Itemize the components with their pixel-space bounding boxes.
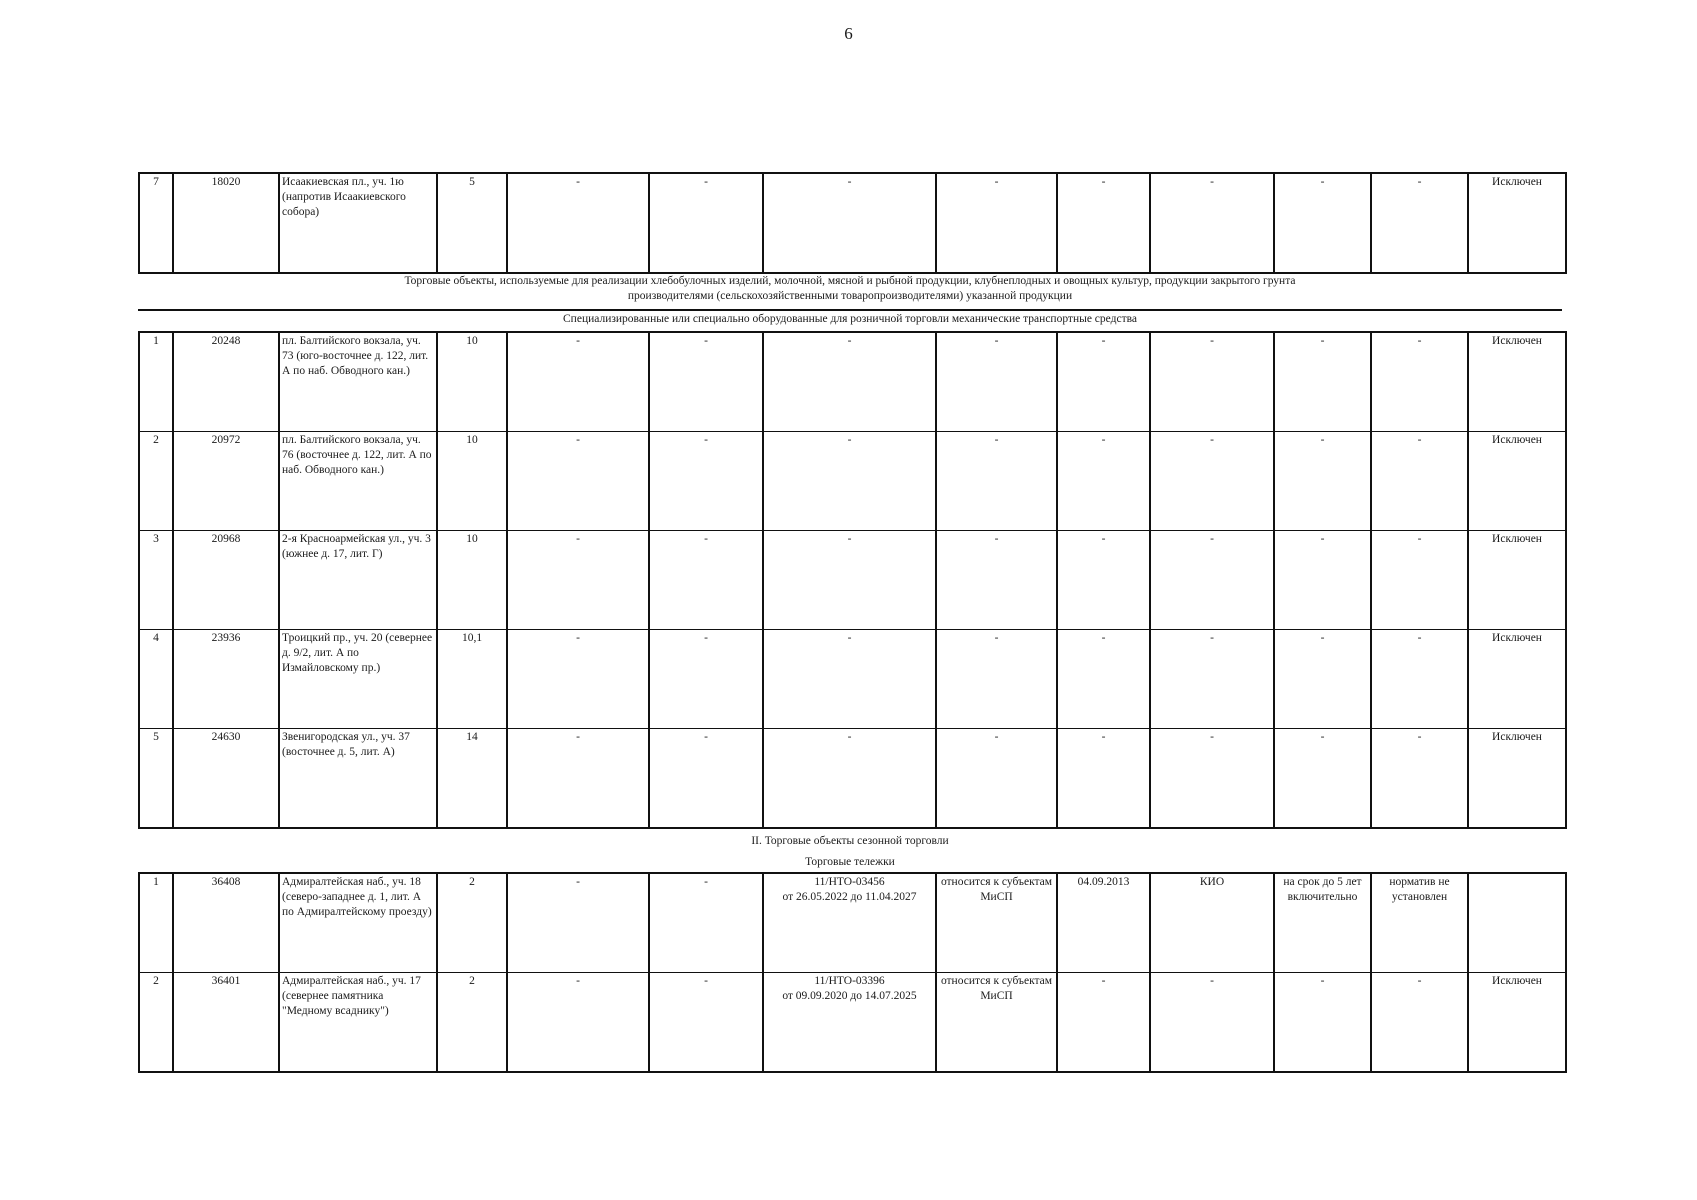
cell: -	[1274, 729, 1371, 829]
cell: -	[936, 332, 1057, 432]
section2-subheading: Торговые тележки	[805, 856, 895, 868]
cell: -	[1150, 432, 1274, 531]
area: 10	[437, 332, 507, 432]
row-number: 1	[139, 332, 173, 432]
cell: -	[1150, 332, 1274, 432]
table-row	[139, 973, 1566, 1073]
cell: -	[1371, 973, 1468, 1073]
cell: -	[1274, 973, 1371, 1073]
cell: -	[1371, 432, 1468, 531]
cell: -	[649, 630, 763, 729]
cell: -	[507, 873, 649, 973]
contract-cell	[763, 973, 936, 1073]
contract-period: от 09.09.2020 до 14.07.2025	[782, 990, 917, 1002]
contract-period: от 26.05.2022 до 11.04.2027	[782, 891, 917, 903]
cell: норматив не установлен	[1371, 873, 1468, 973]
cell: -	[936, 432, 1057, 531]
cell: КИО	[1150, 873, 1274, 973]
table-row	[139, 873, 1566, 973]
status	[1468, 873, 1566, 973]
area: 10	[437, 432, 507, 531]
contract-number: 11/НТО-03456	[814, 876, 885, 888]
address: Троицкий пр., уч. 20 (севернее д. 9/2, лит. А по Измайловскому пр.)	[279, 630, 437, 729]
object-id: 20248	[173, 332, 279, 432]
page-number: 6	[844, 24, 853, 43]
row-number: 5	[139, 729, 173, 829]
contract-cell	[763, 873, 936, 973]
cell: -	[1150, 630, 1274, 729]
table-row	[139, 531, 1566, 630]
cell: -	[1057, 973, 1150, 1073]
cell: -	[763, 531, 936, 630]
table-row	[139, 173, 1566, 273]
table-row	[139, 630, 1566, 729]
object-id: 36408	[173, 873, 279, 973]
cell: -	[1150, 531, 1274, 630]
address: 2-я Красноармейская ул., уч. 3 (южнее д. 17, лит. Г)	[279, 531, 437, 630]
object-id: 36401	[173, 973, 279, 1073]
row-number: 7	[139, 173, 173, 273]
address: пл. Балтийского вокзала, уч. 76 (восточнее д. 122, лит. А по наб. Обводного кан.)	[279, 432, 437, 531]
cell: -	[763, 729, 936, 829]
status: Исключен	[1468, 332, 1566, 432]
address: Звенигородская ул., уч. 37 (восточнее д. 5, лит. А)	[279, 729, 437, 829]
table-top	[138, 172, 1567, 274]
cell: -	[507, 432, 649, 531]
cell: -	[1274, 630, 1371, 729]
cell: относится к субъектам МиСП	[936, 873, 1057, 973]
area: 5	[437, 173, 507, 273]
object-id: 20972	[173, 432, 279, 531]
area: 10,1	[437, 630, 507, 729]
table-middle	[138, 331, 1567, 829]
cell: -	[1057, 173, 1150, 273]
cell: -	[1057, 332, 1150, 432]
cell: -	[936, 630, 1057, 729]
cell: 04.09.2013	[1057, 873, 1150, 973]
object-id: 24630	[173, 729, 279, 829]
cell: -	[507, 531, 649, 630]
cell: на срок до 5 лет включительно	[1274, 873, 1371, 973]
cell: -	[1274, 332, 1371, 432]
cell: -	[649, 432, 763, 531]
cell: -	[1371, 173, 1468, 273]
cell: -	[1057, 630, 1150, 729]
row-number: 1	[139, 873, 173, 973]
cell: -	[649, 873, 763, 973]
cell: -	[1057, 432, 1150, 531]
subsection-heading: Специализированные или специально оборудованные для розничной торговли механические транспортные средства	[563, 313, 1137, 325]
cell: -	[1371, 729, 1468, 829]
cell: -	[1150, 973, 1274, 1073]
table-bottom	[138, 872, 1567, 1073]
area: 2	[437, 873, 507, 973]
row-number: 4	[139, 630, 173, 729]
section2-heading: II. Торговые объекты сезонной торговли	[751, 835, 949, 847]
cell: -	[1057, 729, 1150, 829]
row-number: 2	[139, 432, 173, 531]
object-id: 20968	[173, 531, 279, 630]
contract-number: 11/НТО-03396	[814, 975, 885, 987]
cell: -	[763, 332, 936, 432]
table-row	[139, 432, 1566, 531]
status: Исключен	[1468, 432, 1566, 531]
divider	[138, 309, 1562, 311]
cell: -	[507, 973, 649, 1073]
cell: -	[1150, 173, 1274, 273]
status: Исключен	[1468, 729, 1566, 829]
cell: -	[763, 173, 936, 273]
cell: -	[507, 630, 649, 729]
cell: -	[1371, 630, 1468, 729]
object-id: 23936	[173, 630, 279, 729]
cell: -	[1274, 531, 1371, 630]
address: Исаакиевская пл., уч. 1ю (напротив Исаакиевского собора)	[279, 173, 437, 273]
area: 10	[437, 531, 507, 630]
address: пл. Балтийского вокзала, уч. 73 (юго-восточнее д. 122, лит. А по наб. Обводного кан.)	[279, 332, 437, 432]
row-number: 3	[139, 531, 173, 630]
status: Исключен	[1468, 630, 1566, 729]
cell: -	[1371, 332, 1468, 432]
address: Адмиралтейская наб., уч. 17 (севернее памятника "Медному всаднику")	[279, 973, 437, 1073]
cell: -	[763, 630, 936, 729]
cell: относится к субъектам МиСП	[936, 973, 1057, 1073]
cell: -	[507, 729, 649, 829]
cell: -	[649, 173, 763, 273]
status: Исключен	[1468, 173, 1566, 273]
area: 14	[437, 729, 507, 829]
table-row	[139, 332, 1566, 432]
section-heading: Торговые объекты, используемые для реализации хлебобулочных изделий, молочной, мясной и рыбной продукции, клубнеплодных и овощных культур, продукции закрытого грунта производителями (сельскохозяйственными товаропроизводителями) указанной продукции	[404, 275, 1296, 302]
cell: -	[507, 332, 649, 432]
object-id: 18020	[173, 173, 279, 273]
cell: -	[1150, 729, 1274, 829]
address: Адмиралтейская наб., уч. 18 (северо-западнее д. 1, лит. А по Адмиралтейскому проезду)	[279, 873, 437, 973]
cell: -	[649, 332, 763, 432]
cell: -	[1057, 531, 1150, 630]
cell: -	[936, 173, 1057, 273]
status: Исключен	[1468, 973, 1566, 1073]
cell: -	[936, 729, 1057, 829]
cell: -	[649, 729, 763, 829]
status: Исключен	[1468, 531, 1566, 630]
cell: -	[1274, 173, 1371, 273]
cell: -	[936, 531, 1057, 630]
cell: -	[763, 432, 936, 531]
cell: -	[649, 973, 763, 1073]
area: 2	[437, 973, 507, 1073]
row-number: 2	[139, 973, 173, 1073]
cell: -	[507, 173, 649, 273]
table-row	[139, 729, 1566, 829]
cell: -	[1371, 531, 1468, 630]
cell: -	[1274, 432, 1371, 531]
cell: -	[649, 531, 763, 630]
